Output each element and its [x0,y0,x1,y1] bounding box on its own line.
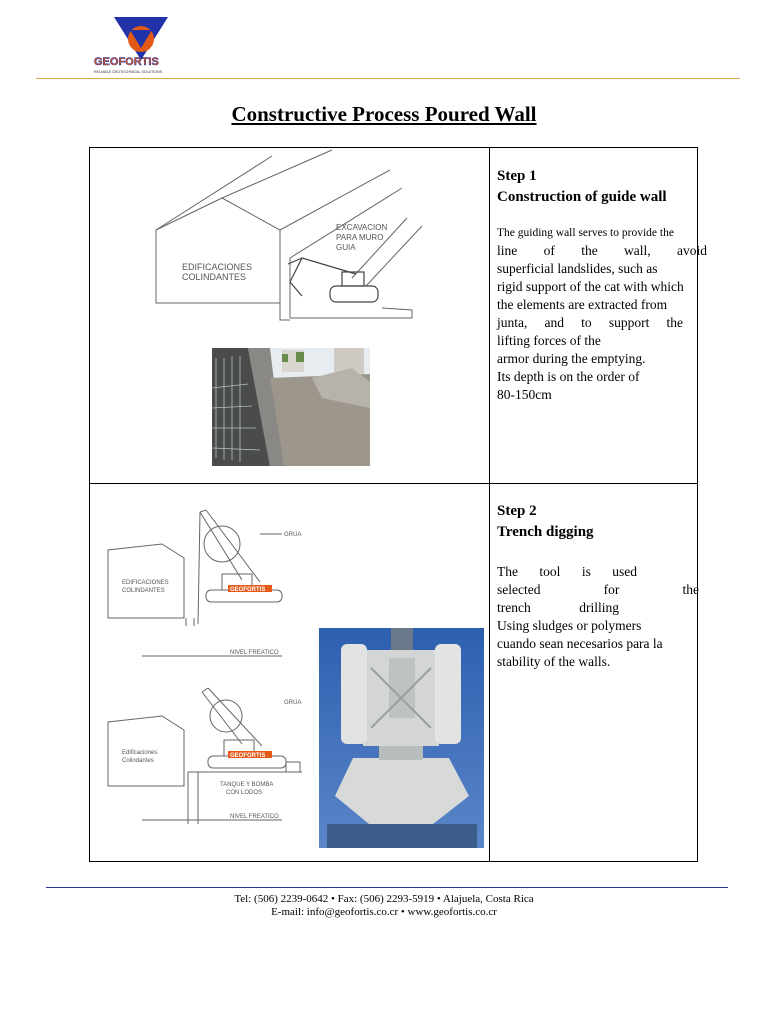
drawing2-sludge: CON LODOS [226,790,263,796]
drawing2-brand: GEOFORTIS [230,753,266,759]
step1-line: lifting forces of the [497,333,601,348]
drawing2-adjacent-b: Colindantes [122,758,154,764]
drawing2-buildings: EDIFICACIONES [122,580,169,586]
geofortis-logo [92,14,196,76]
guide-wall-photo [212,348,370,466]
table-column-divider [489,148,490,861]
step1-line: rigid support of the cat with which [497,279,684,294]
step1-line: Its depth is on the order of [497,369,640,384]
page-title: Constructive Process Poured Wall [231,102,537,126]
guide-wall-drawing [152,148,428,333]
drawing1-label-buildings: EDIFICACIONES [182,262,253,272]
header-rule [36,78,740,79]
drawing1-label-guide: GUIA [336,243,356,252]
step2-heading: Trench digging [497,524,594,540]
step1-title [497,166,667,208]
footer-email-web: E-mail: info@geofortis.co.cr • www.geofortis.co.cr [271,906,497,918]
footer [0,893,768,919]
drawing2-crane: GRUA [284,532,302,538]
step2-line: trench drilling [497,600,619,615]
step1-line: line of the wall, avoid [497,243,707,258]
step2-description [497,563,699,671]
drawing2-crane: GRUA [284,700,302,706]
step1-line: 80-150cm [497,387,552,402]
step1-line: superficial landslides, such as [497,261,658,276]
drawing2-tank: TANQUE Y BOMBA [220,782,274,788]
process-table [89,147,707,862]
drawing2-water-level: NIVEL FREATICO [230,814,279,820]
step1-label: Step 1 [497,168,537,184]
footer-rule [46,887,728,888]
trench-digging-drawing [102,504,324,844]
drawing1-label-for-wall: PARA MURO [336,233,384,242]
step2-label: Step 2 [497,503,537,519]
step2-line: cuando sean necesarios para la [497,636,663,651]
step2-title [497,501,594,543]
step2-line: The tool is used [497,564,637,579]
step1-description [497,224,707,404]
step2-line: stability of the walls. [497,654,611,669]
drawing2-buildings-b: Edificaciones [122,750,158,756]
trench-tool-photo [319,628,484,848]
step2-line: Using sludges or polymers [497,618,642,633]
step1-heading: Construction of guide wall [497,189,667,205]
drawing1-label-excavation: EXCAVACION [336,223,388,232]
step1-line: The guiding wall serves to provide the [497,227,674,239]
step1-line: the elements are extracted from [497,297,668,312]
drawing1-label-adjacent: COLINDANTES [182,272,247,282]
logo-tagline: RELIABLE GEOTECHNICAL SOLUTIONS [94,70,163,74]
step1-line: armor during the emptying. [497,351,646,366]
footer-contact: Tel: (506) 2239-0642 • Fax: (506) 2293-5919 • Alajuela, Costa Rica [234,893,534,905]
drawing2-adjacent: COLINDANTES [122,588,165,594]
step1-line: junta, and to support the [497,315,683,330]
table-row-divider [90,483,697,484]
step2-line: selected for the [497,582,699,597]
logo-brand: GEOFORTIS [94,56,159,68]
drawing2-brand: GEOFORTIS [230,587,266,593]
drawing2-water-level: NIVEL FREATICO [230,650,279,656]
